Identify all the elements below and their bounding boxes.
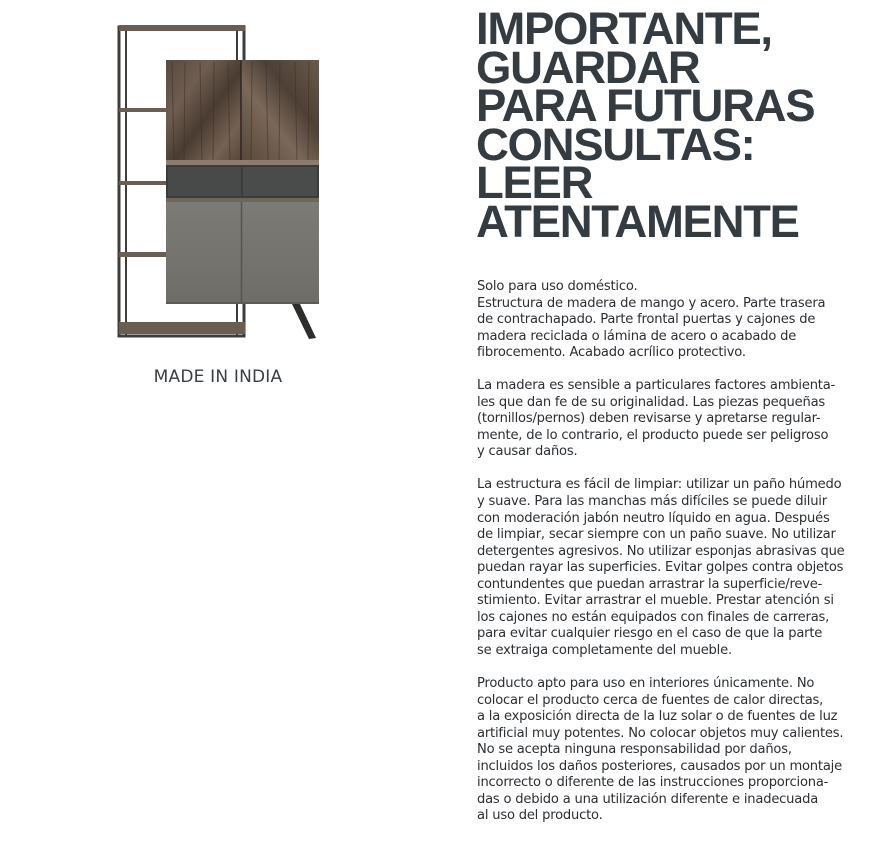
title-line: CONSULTAS: <box>476 118 755 170</box>
text-line: (tornillos/pernos) deben revisarse y apretarse regular- <box>477 411 821 427</box>
paragraph-usage <box>477 279 872 362</box>
text-line: se extraiga completamente del mueble. <box>477 642 732 658</box>
text-line: stimiento. Evitar arrastrar el mueble. Prestar atención si <box>477 593 834 609</box>
text-line: Solo para uso doméstico. <box>477 279 638 294</box>
text-line: contundentes que puedan arrastrar la superficie/reve- <box>477 576 823 592</box>
text-line: les que dan fe de su originalidad. Las piezas pequeñas <box>477 394 826 410</box>
text-line: fibrocemento. Acabado acrílico protectivo. <box>477 345 746 361</box>
text-line: La estructura es fácil de limpiar: utilizar un paño húmedo <box>477 477 842 493</box>
text-line: al uso del producto. <box>477 808 603 824</box>
text-line: incorrecto o diferente de las instrucciones proporciona- <box>477 775 829 791</box>
text-line: y suave. Para las manchas más difíciles se puede diluir <box>477 494 827 510</box>
page-title <box>476 3 876 247</box>
title-line: PARA FUTURAS <box>476 80 815 132</box>
text-line: colocar el producto cerca de fuentes de calor directas, <box>477 692 824 708</box>
text-line: detergentes agresivos. No utilizar esponjas abrasivas que <box>477 543 845 559</box>
paragraph-cleaning <box>477 477 872 659</box>
text-line: No se acepta ninguna responsabilidad por daños, <box>477 742 792 758</box>
cabinet-illustration <box>110 20 330 350</box>
text-line: das o debido a una utilización diferente e inadecuada <box>477 791 819 807</box>
text-line: y causar daños. <box>477 444 578 460</box>
text-line: con moderación jabón neutro líquido en agua. Después <box>477 510 830 526</box>
paragraph-wood <box>477 378 872 461</box>
text-line: Estructura de madera de mango y acero. Parte trasera <box>477 295 826 311</box>
title-line: LEER <box>476 157 593 209</box>
text-line: mente, de lo contrario, el producto puede ser peligroso <box>477 427 829 443</box>
cabinet-body <box>166 60 319 339</box>
instructions-text <box>477 279 872 841</box>
paragraph-indoor <box>477 676 872 825</box>
text-line: puedan rayar las superficies. Evitar golpes contra objetos <box>477 560 844 576</box>
text-line: a la exposición directa de la luz solar o de fuentes de luz <box>477 709 838 725</box>
text-line: los cajones no están equipados con finales de carreras, <box>477 609 830 625</box>
text-line: La madera es sensible a particulares factores ambienta- <box>477 378 836 394</box>
title-line: ATENTAMENTE <box>476 195 799 247</box>
origin-label: MADE IN INDIA <box>153 367 283 387</box>
text-line: incluidos los daños posteriores, causados por un montaje <box>477 758 842 774</box>
title-line: GUARDAR <box>476 41 700 93</box>
text-line: madera reciclada o lámina de acero o acabado de <box>477 328 797 344</box>
text-line: para evitar cualquier riesgo en el caso de que la parte <box>477 626 823 642</box>
text-line: de contrachapado. Parte frontal puertas y cajones de <box>477 312 816 328</box>
text-line: de limpiar, secar siempre con un paño suave. No utilizar <box>477 527 836 543</box>
product-image <box>110 20 330 350</box>
text-line: Producto apto para uso en interiores únicamente. No <box>477 675 815 691</box>
title-line: IMPORTANTE, <box>476 3 772 54</box>
text-line: artificial muy potentes. No colocar objetos muy calientes. <box>477 725 844 741</box>
